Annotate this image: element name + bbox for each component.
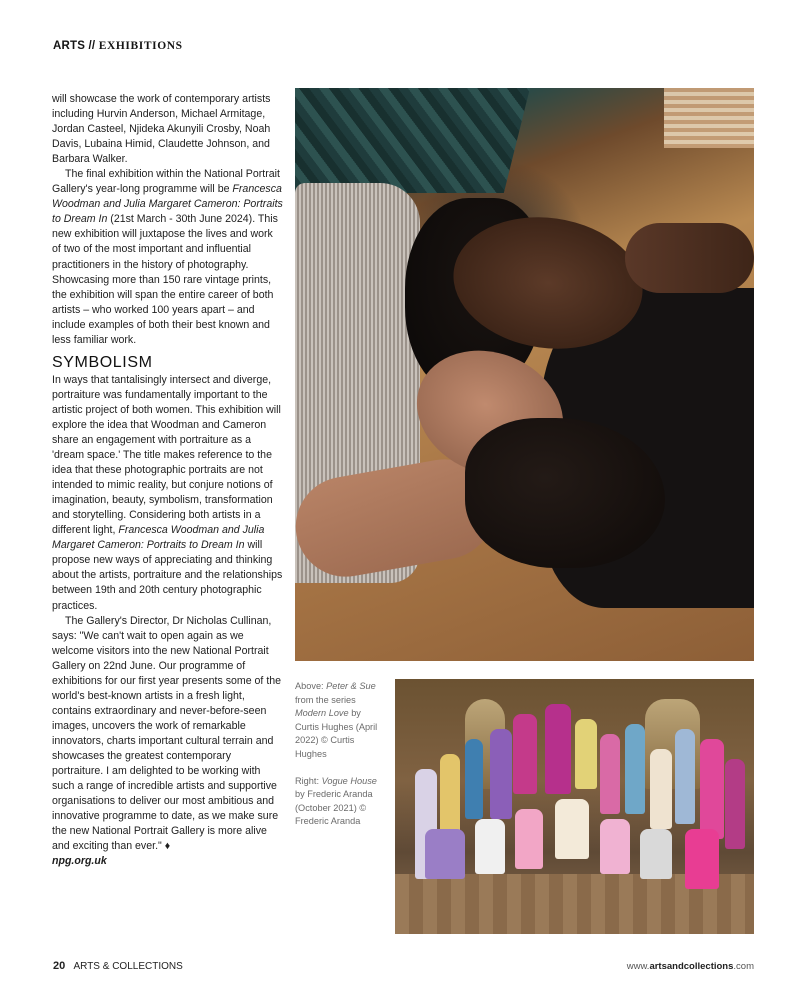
- caption-right: [295, 775, 387, 829]
- photo-captions: [295, 680, 387, 842]
- website-link[interactable]: npg.org.uk: [52, 855, 107, 868]
- footer-url-prefix: www.: [626, 961, 650, 972]
- section-header: [53, 40, 183, 52]
- paragraph-2-text-b: (21st March - 30th June 2024). This new exhibition will juxtapose the lives and work of two of the most important and influential practitioners in the history of photography. Showcasing more than 150 rare vintage prints, the exhibition will span the entire career of both artists – who worked 100 years apart – and include examples of both their best known and less familiar work.: [52, 213, 278, 346]
- paragraph-4: The Gallery's Director, Dr Nicholas Cullinan, says: "We can't wait to open again as we welcome visitors into the new National Portrait Gallery on 22nd June. Our programme of exhibitions for our first year presents some of the world's best-known artists in a fresh light, contains extraordinary and never-before-seen images, uncovers the work of remarkable innovators, charts important cultural terrain and showcases the greatest contemporary portraiture. I am delighted to be working with such a range of incredible artists and supportive organisations to deliver our most ambitious and innovative programme to date, as we make sure the new National Portrait Gallery is more alive and exciting than ever." ♦: [52, 614, 282, 853]
- caption-above-text: from the series: [295, 694, 356, 705]
- article-column: [52, 92, 284, 869]
- caption-above-series: Modern Love: [295, 708, 349, 719]
- paragraph-3-text-a: In ways that tantalisingly intersect and diverge, portraiture was fundamentally important to the artistic project of both women. This exhibition will explore the idea that Woodman and Cameron share an engagement with portraiture as a 'dream space.' The title makes reference to the idea that these photographic portraits are not intended to mimic reality, but conjure notions of imagination, beauty, symbolism, transformation and storytelling. Considering both artists in a different light,: [52, 373, 281, 537]
- subheading-symbolism: SYMBOLISM: [52, 353, 153, 371]
- caption-right-title: Vogue House: [321, 775, 377, 786]
- footer-url[interactable]: [627, 961, 754, 972]
- footer-url-suffix: .com: [733, 961, 754, 972]
- caption-above-credit: by Curtis Hughes (April 2022) © Curtis Hughes: [295, 708, 378, 759]
- caption-above: [295, 680, 387, 762]
- paragraph-3-text-b: will propose new ways of appreciating and thinking about the artists, portraiture and the relationships between 19th and 20th century photographic practices.: [52, 539, 283, 612]
- photo-vogue-house: [395, 679, 754, 934]
- magazine-name: ARTS & COLLECTIONS: [73, 961, 183, 972]
- exhibition-title-2: Francesca Woodman and Julia Margaret Cameron: Portraits to Dream In: [52, 524, 265, 552]
- paragraph-2: [52, 167, 284, 348]
- section-label: ARTS //: [53, 40, 96, 52]
- paragraph-3: [52, 373, 284, 614]
- caption-above-title: Peter & Sue: [326, 681, 376, 691]
- paragraph-2-text-a: The final exhibition within the National Portrait Gallery's year-long programme will be: [52, 168, 280, 196]
- photo-modern-love: [295, 88, 754, 661]
- caption-above-prefix: Above:: [295, 681, 327, 691]
- caption-right-prefix: Right:: [295, 775, 322, 786]
- page-footer-left: [53, 960, 183, 972]
- paragraph-1: will showcase the work of contemporary artists including Hurvin Anderson, Michael Armitage, Jordan Casteel, Njideka Akunyili Crosby, Noah Davis, Lubaina Himid, Claudette Johnson, and Barbara Walker.: [52, 93, 271, 166]
- page-number: 20: [53, 960, 66, 972]
- exhibition-title-1: Francesca Woodman and Julia Margaret Cameron: Portraits to Dream In: [52, 183, 283, 226]
- caption-right-credit: by Frederic Aranda (October 2021) © Frederic Aranda: [295, 789, 373, 827]
- footer-url-domain: artsandcollections: [649, 961, 734, 972]
- subsection-label: EXHIBITIONS: [98, 40, 183, 52]
